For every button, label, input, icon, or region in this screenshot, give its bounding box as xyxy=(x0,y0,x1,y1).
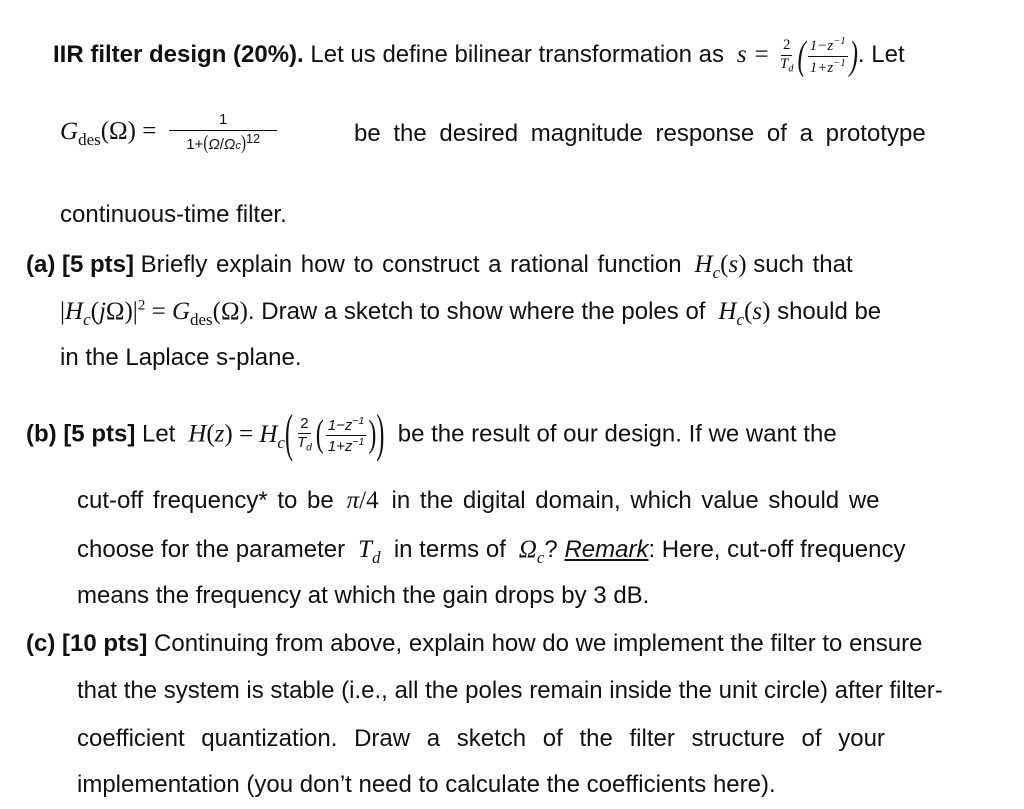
part-c-label: (c) [10 pts] xyxy=(26,630,148,657)
bilinear-formula: s = $\frac{2}{T_d}$ ( $\frac{1-z^{-1}}{1+z^{-1}}$ ) xyxy=(730,34,858,78)
part-b-line-1: (b) [5 pts] Let $H(z) = H_c$( $\frac{2}{T_d}$ ( $\frac{1-z^{-1}}{1+z^{-1}}$ )) be the result of our design. If we want the xyxy=(26,406,837,464)
part-b-label: (b) [5 pts] xyxy=(26,420,136,448)
part-b-line-2: cut-off frequency* to be π/4 in the digital domain, which value should we xyxy=(77,487,880,514)
part-a-line-2: $|H_c(j\Omega)|^2 = G_{des}(\Omega)$. Draw a sketch to show where the poles of $H_c(s)$ should be xyxy=(60,297,882,329)
intro-text: Let us define bilinear transformation as xyxy=(310,40,724,68)
part-c-line-4: implementation (you don’t need to calculate the coefficients here). xyxy=(77,771,776,798)
part-b-line-4: means the frequency at which the gain drops by 3 dB. xyxy=(77,582,650,609)
intro-end: Let xyxy=(871,40,905,68)
title-line: IIR filter design (20%). Let us define bilinear transformation as s = $\frac{2}{T_d}$ ( $\frac{1-z^{-1}}{1+z^{-1}}$ ). Let xyxy=(53,34,905,78)
gdes-formula: $G_{des}(\Omega)$ = $\frac{1}{1+(\Omega/\Omega c)^{12}}$ xyxy=(60,112,279,153)
part-c-line-3: coefficient quantization. Draw a sketch of the filter structure of your xyxy=(77,725,885,752)
gdes-description: be the desired magnitude response of a prototype xyxy=(354,120,926,147)
gdes-description-line xyxy=(354,120,1012,148)
remark-label: Remark xyxy=(564,536,649,563)
part-c-line-2: that the system is stable (i.e., all the poles remain inside the unit circle) after filter- xyxy=(77,677,943,704)
part-b-line-3: choose for the parameter $T_d$ in terms of $\Omega_c$? Remark: Here, cut-off frequency xyxy=(77,536,906,567)
continuous-line: continuous-time filter. xyxy=(60,201,287,228)
part-a-line-3: in the Laplace s-plane. xyxy=(60,344,302,371)
part-a-line-1: (a) [5 pts] Briefly explain how to construct a rational function $H_c(s)$ such that xyxy=(26,251,853,282)
part-a-label: (a) [5 pts] xyxy=(26,251,134,278)
problem-title: IIR filter design (20%). xyxy=(53,40,304,68)
part-c-line-1: (c) [10 pts] Continuing from above, explain how do we implement the filter to ensure xyxy=(26,630,923,657)
